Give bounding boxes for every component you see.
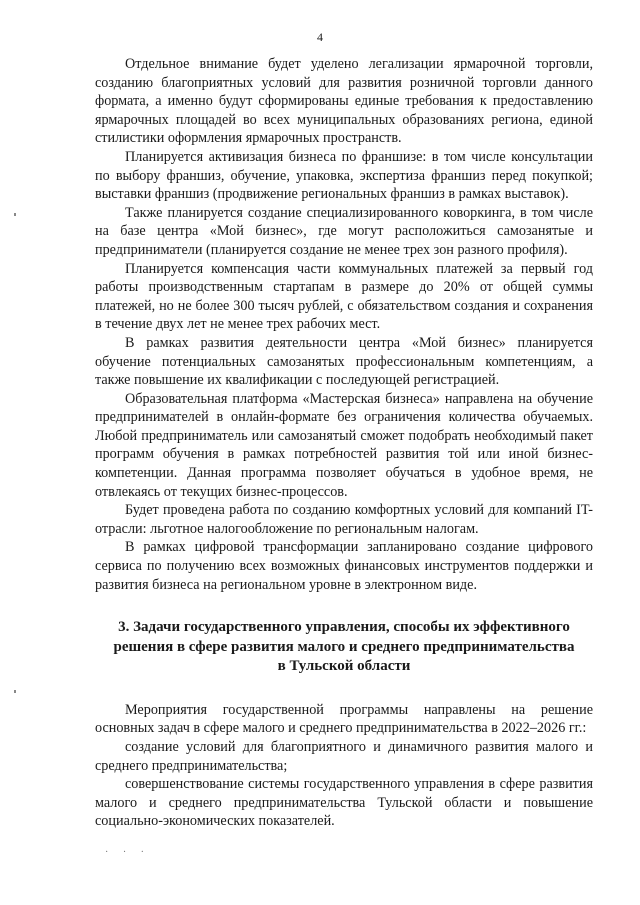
section-title-line: решения в сфере развития малого и среднего предпринимательства (113, 638, 575, 655)
paragraph-franchise: Планируется активизация бизнеса по франшизе: в том числе консультации по выбору франшиз, обучение, упаковка, экспертиза франшиз перед покупкой; выставки франшиз (продвижение региональных франшиз в рамках выставок). (95, 148, 593, 203)
document-body (95, 55, 593, 831)
section-intro: Мероприятия государственной программы направлены на решение основных задач в сфере малого и среднего предпринимательства в 2022–2026 гг.: (95, 701, 593, 737)
margin-scan-mark (14, 213, 16, 216)
paragraph-my-business-training: В рамках развития деятельности центра «Мой бизнес» планируется обучение потенциальных самозанятых профессиональным компетенциям, а также повышение их квалификации с последующей регистрацией. (95, 334, 593, 389)
task-item: совершенствование системы государственного управления в сфере развития малого и среднего предпринимательства Тульской области и повышение социально-экономических показателей. (95, 776, 593, 830)
paragraph-it-industry: Будет проведена работа по созданию комфортных условий для компаний IT-отрасли: льготное налогообложение по региональным налогам. (95, 502, 593, 537)
task-item: создание условий для благоприятного и динамичного развития малого и среднего предпринимательства; (95, 738, 593, 774)
scan-artifact: · · · (105, 847, 150, 858)
section-title-line: в Тульской области (277, 658, 411, 675)
paragraph-utility-compensation: Планируется компенсация части коммунальных платежей за первый год работы производственным стартапам в размере до 20% от общей суммы платежей, но не более 300 тысяч рублей, с обязательством создания и сохранения в течение двух лет не менее трех рабочих мест. (95, 260, 593, 333)
paragraph-fair-trade: Отдельное внимание будет уделено легализации ярмарочной торговли, созданию благоприятных условий для развития розничной торговли данного формата, а именно будут сформированы единые требования к предоставлению ярмарочных площадей во всех муниципальных образованиях региона, единой стилистики оформления ярмарочных пространств. (95, 56, 593, 147)
paragraph-business-workshop: Образовательная платформа «Мастерская бизнеса» направлена на обучение предпринимателей в онлайн-формате без ограничения количества обучаемых. Любой предприниматель или самозанятый сможет подобрать необходимый пакет программ обучения в рамках потребностей развития той или иной бизнес-компетенции. Данная программа позволяет обучаться в удобное время, не отвлекаясь от текущих бизнес-процессов. (95, 390, 593, 500)
paragraph-digital-service: В рамках цифровой трансформации запланировано создание цифрового сервиса по получению всех возможных финансовых инструментов поддержки и развития бизнеса на региональном уровне в электронном виде. (95, 539, 593, 593)
paragraph-coworking: Также планируется создание специализированного коворкинга, в том числе на базе центра «Мой бизнес», где могут расположиться самозанятые и предприниматели (планируется создание не менее трех зон разного профиля). (95, 204, 593, 258)
margin-scan-mark (14, 690, 16, 693)
section-title (95, 618, 593, 677)
page-number: 4 (317, 30, 323, 44)
section-title-line: 3. Задачи государственного управления, способы их эффективного (118, 619, 570, 636)
